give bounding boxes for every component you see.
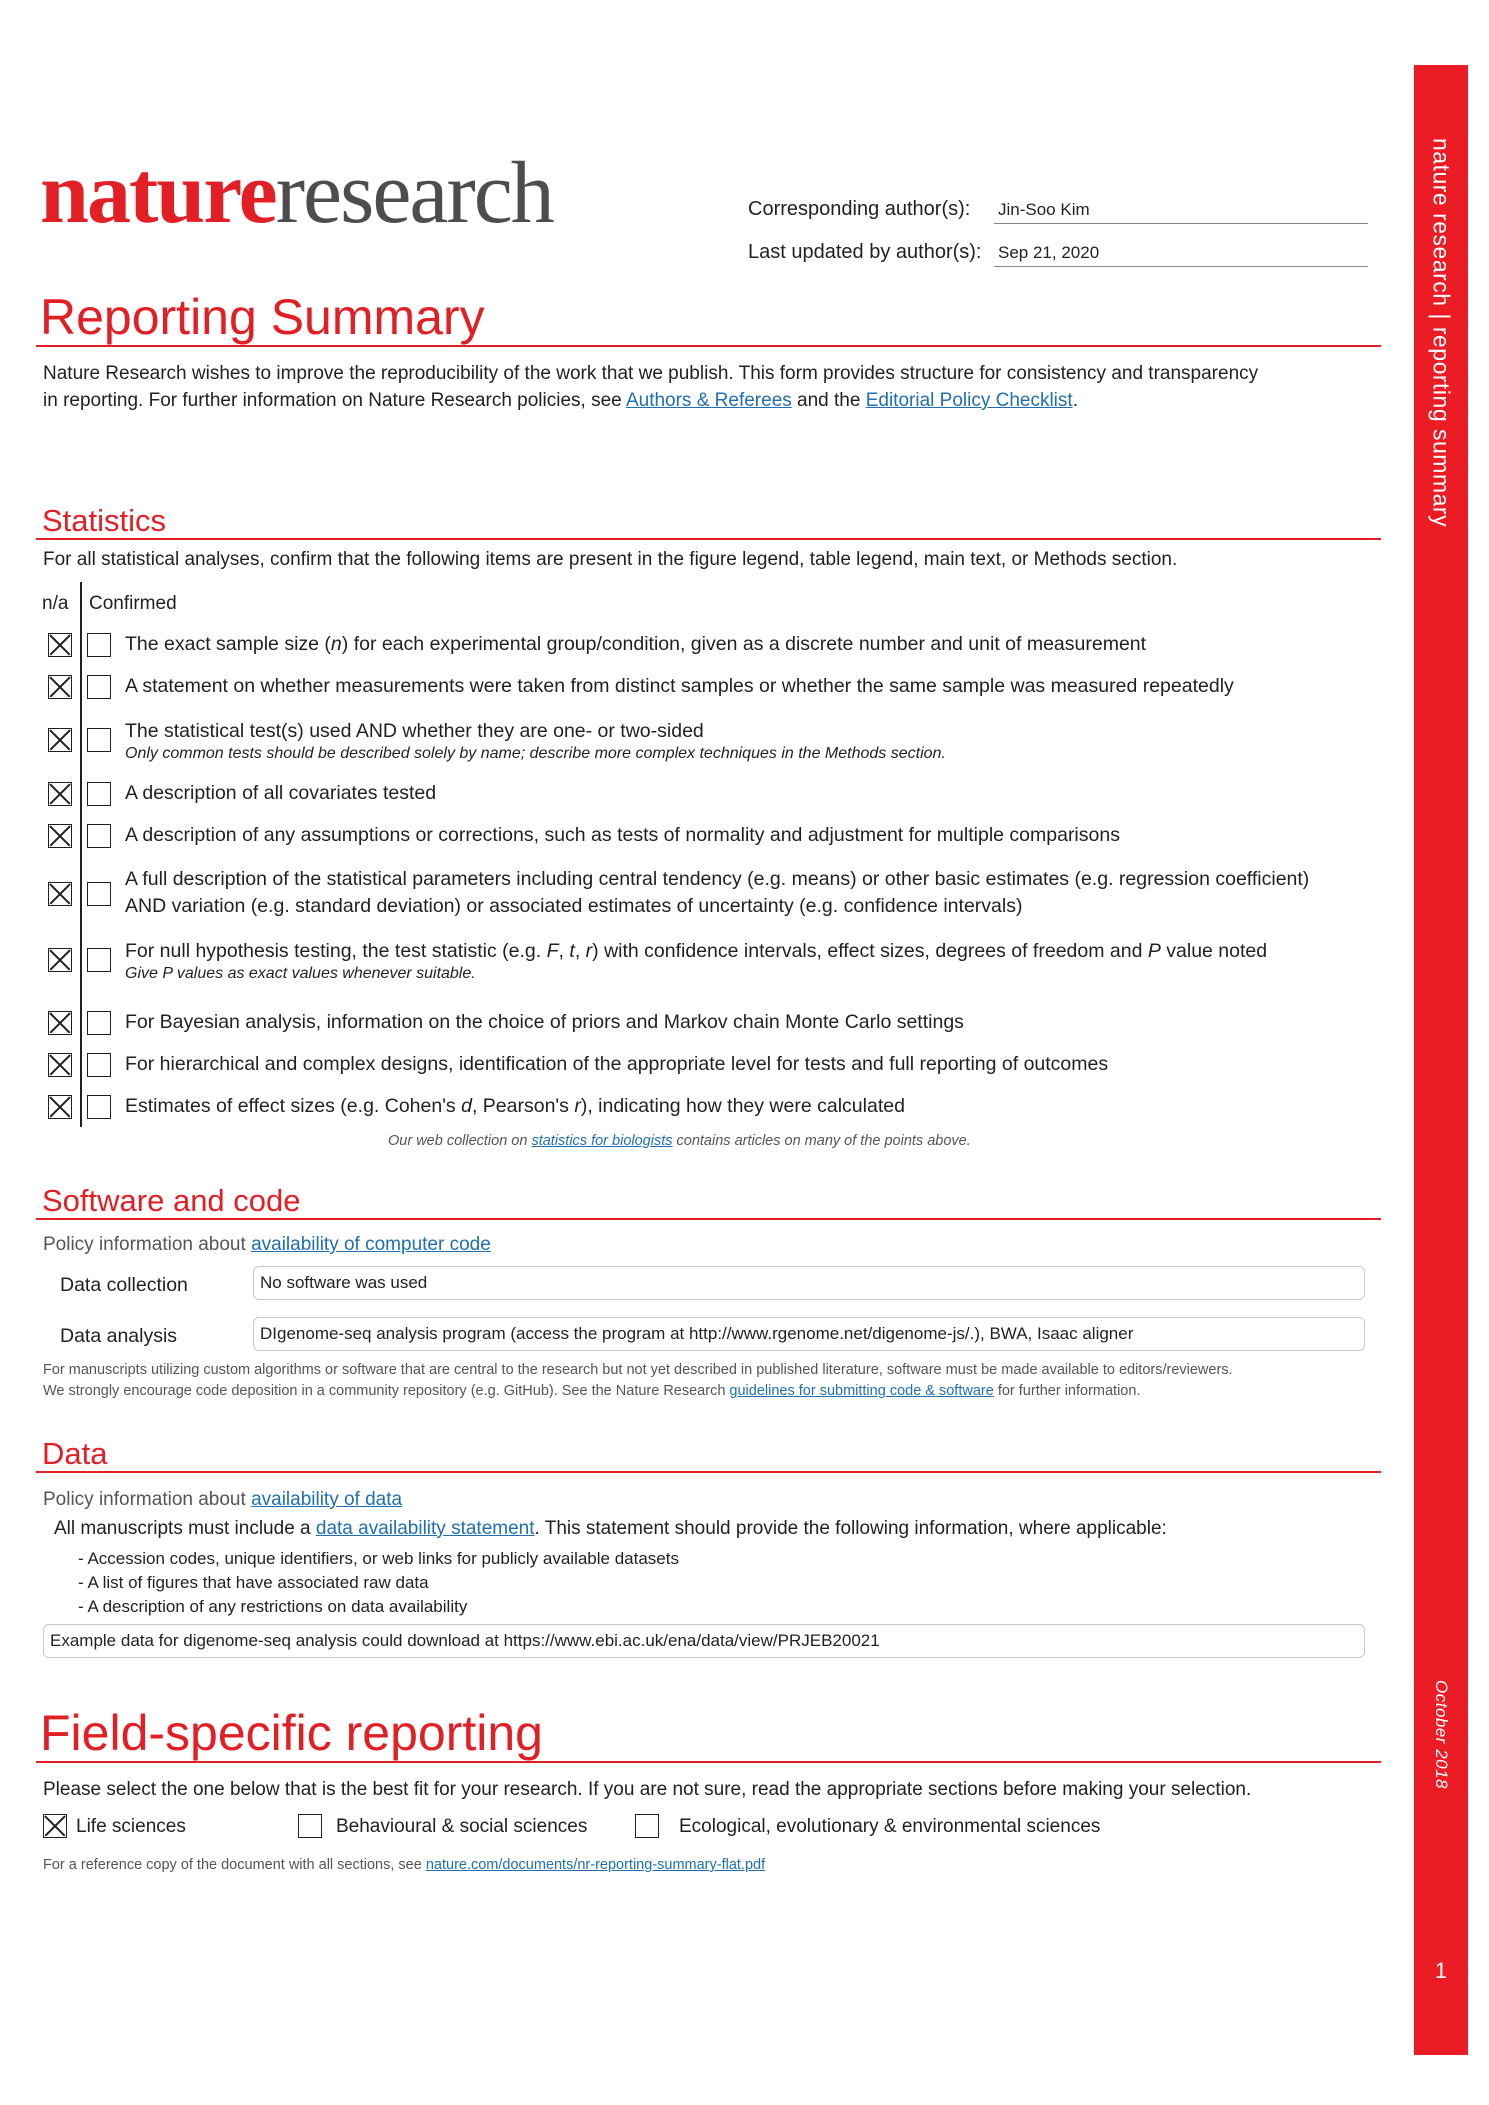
data-statement: All manuscripts must include a data availability statement. This statement should provide the following information, where applicable: [54,1518,1167,1539]
software-note-2: We strongly encourage code deposition in a community repository (e.g. GitHub). See the Nature Research guidelines for submitting code & software for further information. [43,1383,1141,1399]
confirmed-checkbox[interactable] [87,1011,111,1035]
software-note-1: For manuscripts utilizing custom algorithms or software that are central to the research but not yet described in published literature, software must be made available to editors/reviewers. [43,1362,1233,1378]
confirmed-checkbox[interactable] [87,882,111,906]
statistics-footer: Our web collection on statistics for biologists contains articles on many of the points above. [388,1133,971,1149]
statistics-rule [36,538,1381,540]
ecological-label: Ecological, evolutionary & environmental sciences [679,1816,1101,1837]
checklist-item-text: A full description of the statistical parameters including central tendency (e.g. means) or other basic estimates (e.g. regression coefficient) AND variation (e.g. standard deviation) or associated estimates of uncertainty (e.g. confidence intervals) [125,868,1310,917]
software-rule [36,1218,1381,1220]
data-collection-field[interactable]: No software was used [253,1266,1365,1300]
na-checkbox[interactable] [48,824,72,848]
list-item: - A list of figures that have associated raw data [78,1573,429,1592]
ecological-checkbox[interactable] [635,1814,659,1838]
field-specific-heading: Field-specific reporting [40,1705,543,1761]
confirmed-checkbox[interactable] [87,1095,111,1119]
checklist-item-text: The exact sample size (n) for each experimental group/condition, given as a discrete number and unit of measurement [125,633,1147,655]
data-availability-statement-link[interactable]: data availability statement [315,1518,535,1539]
confirmed-checkbox[interactable] [87,1053,111,1077]
behavioural-social-checkbox[interactable] [298,1814,322,1838]
statistics-heading: Statistics [42,503,167,538]
reference-copy-note: For a reference copy of the document with all sections, see nature.com/documents/nr-reporting-summary-flat.pdf [43,1857,766,1873]
confirmed-checkbox[interactable] [87,675,111,699]
page-number: 1 [1434,1958,1448,1983]
authors-referees-link[interactable]: Authors & Referees [625,390,792,411]
corresponding-author-label: Corresponding author(s): [748,198,971,220]
na-checkbox[interactable] [48,948,72,972]
editorial-policy-link[interactable]: Editorial Policy Checklist [865,390,1073,411]
last-updated-label: Last updated by author(s): [748,241,982,263]
checklist-item-text: The statistical test(s) used AND whether they are one- or two-sided [125,720,704,742]
column-divider [80,582,82,1127]
checklist-item-text: For Bayesian analysis, information on the choice of priors and Markov chain Monte Carlo settings [125,1011,964,1033]
confirmed-checkbox[interactable] [87,948,111,972]
data-policy: Policy information about availability of data [43,1489,403,1510]
checklist-item-text: For hierarchical and complex designs, identification of the appropriate level for tests and full reporting of outcomes [125,1053,1109,1075]
sidebar-date: October 2018 [1432,1680,1451,1790]
last-updated-value: Sep 21, 2020 [994,240,1368,267]
checklist-item-note: Only common tests should be described solely by name; describe more complex techniques in the Methods section. [125,745,946,762]
computer-code-link[interactable]: availability of computer code [251,1234,491,1255]
checklist-item-text: Estimates of effect sizes (e.g. Cohen's d, Pearson's r), indicating how they were calculated [125,1095,905,1117]
statistics-for-biologists-link[interactable]: statistics for biologists [531,1133,673,1149]
life-sciences-checkbox[interactable] [43,1814,67,1838]
statistics-intro: For all statistical analyses, confirm that the following items are present in the figure legend, table legend, main text, or Methods section. [43,549,1178,570]
confirmed-checkbox[interactable] [87,782,111,806]
na-checkbox[interactable] [48,882,72,906]
data-collection-label: Data collection [60,1274,188,1296]
checklist-item-text: A description of all covariates tested [125,782,437,804]
checklist-item-text: A description of any assumptions or corrections, such as tests of normality and adjustment for multiple comparisons [125,824,1120,846]
page-title: Reporting Summary [40,289,485,345]
na-checkbox[interactable] [48,782,72,806]
na-checkbox[interactable] [48,1095,72,1119]
nature-research-logo: natureresearch [40,145,553,242]
data-availability-field[interactable]: Example data for digenome-seq analysis could download at https://www.ebi.ac.uk/ena/data/view/PRJEB20021 [43,1624,1365,1658]
confirmed-checkbox[interactable] [87,633,111,657]
behavioural-social-label: Behavioural & social sciences [336,1816,588,1837]
data-analysis-label: Data analysis [60,1325,178,1347]
reference-copy-link[interactable]: nature.com/documents/nr-reporting-summary-flat.pdf [425,1857,766,1873]
na-checkbox[interactable] [48,633,72,657]
data-heading: Data [42,1436,108,1471]
data-bullets [78,1547,679,1619]
code-guidelines-link[interactable]: guidelines for submitting code & software [729,1383,994,1399]
software-heading: Software and code [42,1183,301,1218]
software-policy: Policy information about availability of computer code [43,1234,491,1255]
na-checkbox[interactable] [48,675,72,699]
list-item: - A description of any restrictions on data availability [78,1597,468,1616]
confirmed-checkbox[interactable] [87,728,111,752]
corresponding-author-value: Jin-Soo Kim [994,197,1368,224]
field-rule [36,1761,1381,1763]
field-intro: Please select the one below that is the best fit for your research. If you are not sure, read the appropriate sections before making your selection. [43,1779,1252,1800]
col-confirmed-label: Confirmed [89,593,177,614]
checklist-item-text: A statement on whether measurements were taken from distinct samples or whether the same sample was measured repeatedly [125,675,1234,697]
life-sciences-label: Life sciences [76,1816,186,1837]
confirmed-checkbox[interactable] [87,824,111,848]
data-rule [36,1471,1381,1473]
list-item: - Accession codes, unique identifiers, or web links for publicly available datasets [78,1549,679,1568]
na-checkbox[interactable] [48,1053,72,1077]
intro-paragraph: Nature Research wishes to improve the reproducibility of the work that we publish. This form provides structure for consistency and transparency in reporting. For further information on Nature Research policies, see Authors & Referees and the Editorial Policy Checklist. [43,363,1259,411]
col-na-label: n/a [42,593,69,614]
data-analysis-field[interactable]: DIgenome-seq analysis program (access the program at http://www.rgenome.net/digenome-js/.), BWA, Isaac aligner [253,1317,1365,1351]
checklist-item-text: For null hypothesis testing, the test statistic (e.g. F, t, r) with confidence intervals, effect sizes, degrees of freedom and P value noted [125,940,1268,962]
na-checkbox[interactable] [48,728,72,752]
availability-of-data-link[interactable]: availability of data [251,1489,403,1510]
sidebar-brand: nature research | reporting summary [1428,138,1455,528]
na-checkbox[interactable] [48,1011,72,1035]
checklist-item-note: Give P values as exact values whenever suitable. [125,965,476,982]
title-rule [36,345,1381,347]
